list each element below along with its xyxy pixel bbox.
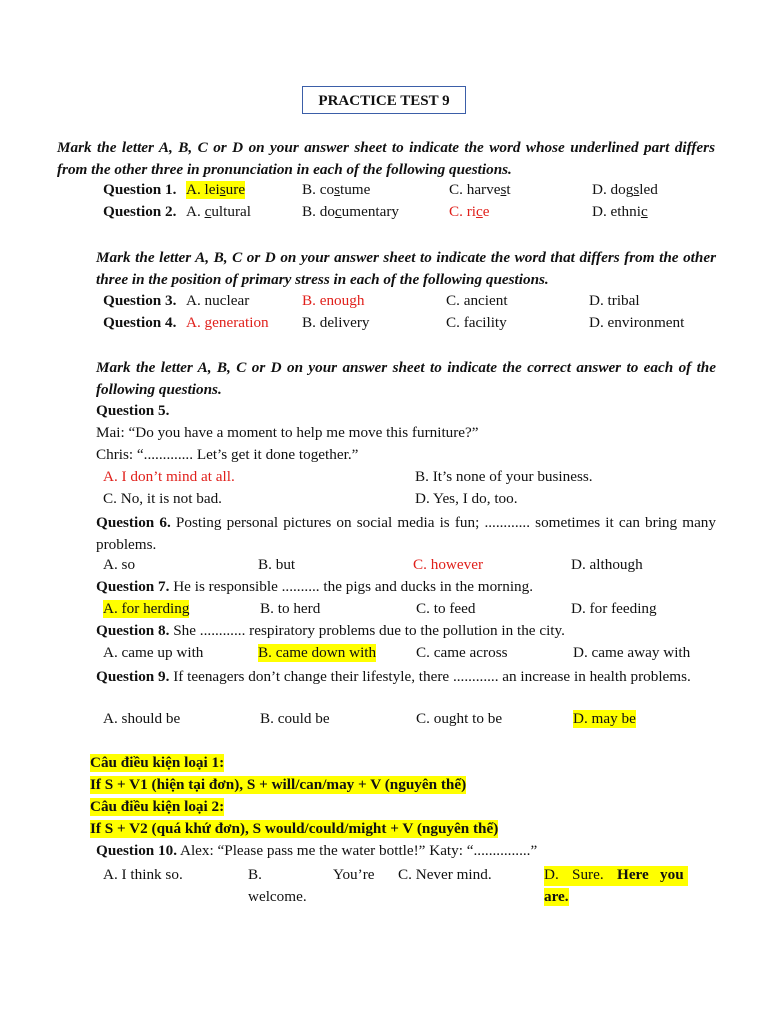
q10-stem: Question 10. Alex: “Please pass me the water bottle!” Katy: “...............” (96, 842, 538, 859)
q6-option-d[interactable]: D. although (571, 556, 643, 573)
q1-option-b[interactable]: B. costume (302, 181, 371, 198)
q4-option-a[interactable]: A. generation (186, 314, 269, 331)
q1-label: Question 1. (103, 181, 177, 198)
q10-option-d-text-1: Sure. (572, 866, 604, 883)
q1-option-d[interactable]: D. dogsled (592, 181, 658, 198)
note-conditional-2-title: Câu điều kiện loại 2: (90, 798, 225, 815)
q5-option-c[interactable]: C. No, it is not bad. (103, 490, 222, 507)
q1-option-a[interactable]: A. leisure (186, 181, 246, 198)
q3-option-a[interactable]: A. nuclear (186, 292, 250, 309)
page-title: PRACTICE TEST 9 (302, 86, 466, 114)
section3-instruction: Mark the letter A, B, C or D on your answer sheet to indicate the correct answer to each of the following questions. (96, 359, 716, 398)
q5-option-d[interactable]: D. Yes, I do, too. (415, 490, 518, 507)
q9-stem: Question 9. If teenagers don’t change their lifestyle, there ............ an increase in health problems. (96, 668, 691, 685)
q4-label: Question 4. (103, 314, 177, 331)
q6-option-c[interactable]: C. however (413, 556, 484, 573)
q8-option-d[interactable]: D. came away with (573, 644, 691, 661)
q7-option-a[interactable]: A. for herding (103, 600, 190, 617)
q6-option-b[interactable]: B. but (258, 556, 296, 573)
q10-option-c[interactable]: C. Never mind. (398, 866, 492, 883)
q6-stem: Question 6. Posting personal pictures on social media is fun; ............ sometimes it can bring many problems. (96, 514, 716, 553)
q6-option-a[interactable]: A. so (103, 556, 136, 573)
q1-option-c[interactable]: C. harvest (449, 181, 511, 198)
q8-option-c[interactable]: C. came across (416, 644, 508, 661)
q5-line1: Mai: “Do you have a moment to help me move this furniture?” (96, 424, 479, 441)
q4-option-c[interactable]: C. facility (446, 314, 507, 331)
q3-label: Question 3. (103, 292, 177, 309)
q3-option-b[interactable]: B. enough (302, 292, 365, 309)
section2-instruction: Mark the letter A, B, C or D on your answer sheet to indicate the word that differs from the other three in the position of primary stress in each of the following questions. (96, 249, 716, 288)
q9-option-a[interactable]: A. should be (103, 710, 181, 727)
q5-label: Question 5. (96, 402, 170, 419)
q8-stem: Question 8. She ............ respiratory problems due to the pollution in the city. (96, 622, 565, 639)
q3-option-c[interactable]: C. ancient (446, 292, 508, 309)
q2-label: Question 2. (103, 203, 177, 220)
q5-option-b[interactable]: B. It’s none of your business. (415, 468, 593, 485)
q8-option-b[interactable]: B. came down with (258, 644, 377, 661)
q4-option-d[interactable]: D. environment (589, 314, 685, 331)
q2-option-a[interactable]: A. cultural (186, 203, 251, 220)
note-conditional-2-formula: If S + V2 (quá khứ đơn), S would/could/might + V (nguyên thể) (90, 820, 499, 837)
q9-option-d[interactable]: D. may be (573, 710, 636, 727)
q7-option-b[interactable]: B. to herd (260, 600, 321, 617)
q10-option-b-text-2: welcome. (248, 888, 307, 905)
q9-option-b[interactable]: B. could be (260, 710, 330, 727)
note-conditional-1-formula: If S + V1 (hiện tại đơn), S + will/can/may + V (nguyên thể) (90, 776, 467, 793)
q10-option-d-text-2: Here (617, 866, 649, 883)
q10-option-b-letter: B. (248, 866, 262, 883)
q10-option-d-letter: D. (544, 866, 559, 883)
section1-instruction: Mark the letter A, B, C or D on your answer sheet to indicate the word whose underlined part differs from the other three in pronunciation in each of the following questions. (57, 139, 715, 178)
q4-option-b[interactable]: B. delivery (302, 314, 370, 331)
q3-option-d[interactable]: D. tribal (589, 292, 640, 309)
q9-option-c[interactable]: C. ought to be (416, 710, 503, 727)
note-conditional-1-title: Câu điều kiện loại 1: (90, 754, 225, 771)
q7-stem: Question 7. He is responsible .......... the pigs and ducks in the morning. (96, 578, 534, 595)
q10-option-d-text-4: are. (544, 888, 569, 905)
q10-option-b[interactable] (248, 866, 380, 910)
q8-option-a[interactable]: A. came up with (103, 644, 204, 661)
q7-option-c[interactable]: C. to feed (416, 600, 476, 617)
q10-option-b-text: You’re (333, 866, 375, 883)
q2-option-c[interactable]: C. rice (449, 203, 490, 220)
q10-option-d[interactable] (544, 866, 690, 910)
q5-line2: Chris: “............. Let’s get it done together.” (96, 446, 359, 463)
q10-option-d-text-3: you (660, 866, 684, 883)
q7-option-d[interactable]: D. for feeding (571, 600, 657, 617)
q5-option-a[interactable]: A. I don’t mind at all. (103, 468, 235, 485)
q10-option-a[interactable]: A. I think so. (103, 866, 183, 883)
q2-option-d[interactable]: D. ethnic (592, 203, 648, 220)
q2-option-b[interactable]: B. documentary (302, 203, 400, 220)
